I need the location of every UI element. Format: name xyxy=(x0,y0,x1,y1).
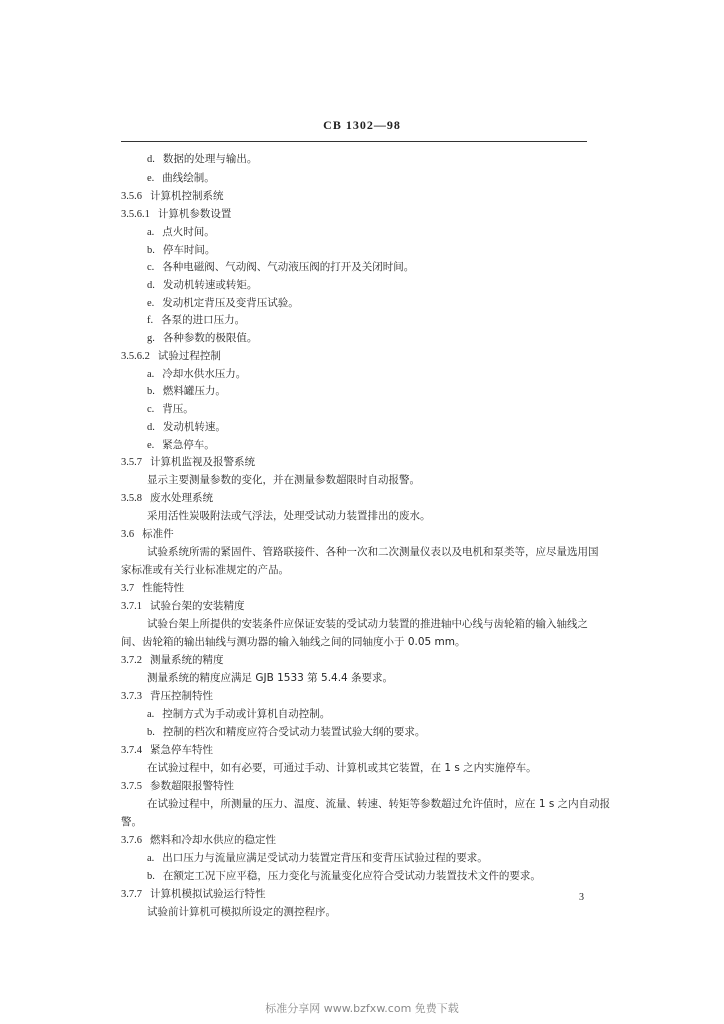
item-number: 3.5.7 xyxy=(121,457,142,468)
list-item xyxy=(147,438,215,453)
list-item xyxy=(147,367,246,382)
item-number: 3.7.3 xyxy=(121,691,142,702)
item-number: 3.7.6 xyxy=(121,835,142,846)
item-number: b. xyxy=(147,871,155,882)
line-text: 各种参数的极限值。 xyxy=(162,332,258,344)
page-number: 3 xyxy=(579,892,584,903)
paragraph-line xyxy=(147,509,431,523)
section-heading xyxy=(121,349,221,364)
line-text: 在试验过程中，如有必要，可通过手动、计算机或其它装置，在 1 s 之内实施停车。 xyxy=(147,762,537,774)
line-text: 试验台架的安装精度 xyxy=(150,600,245,612)
list-item xyxy=(147,278,257,293)
item-number: 3.7.5 xyxy=(121,781,142,792)
list-item xyxy=(147,402,194,417)
line-text: 点火时间。 xyxy=(162,226,215,238)
item-number: d. xyxy=(147,154,155,165)
item-number: 3.5.6.2 xyxy=(121,351,150,362)
section-heading xyxy=(121,887,266,902)
item-number: b. xyxy=(147,727,155,738)
section-heading xyxy=(121,779,234,794)
line-text: 标准件 xyxy=(142,528,174,540)
item-number: d. xyxy=(147,422,155,433)
section-heading xyxy=(121,189,224,204)
line-text: 参数超限报警特性 xyxy=(150,780,234,792)
section-heading xyxy=(121,581,184,596)
line-text: 显示主要测量参数的变化，并在测量参数超限时自动报警。 xyxy=(147,474,420,486)
line-text: 计算机控制系统 xyxy=(150,190,224,202)
list-item xyxy=(147,152,257,167)
item-number: 3.7.4 xyxy=(121,745,142,756)
item-number: e. xyxy=(147,298,155,309)
line-text: 出口压力与流量应满足受试动力装置定背压和变背压试验过程的要求。 xyxy=(162,852,488,864)
line-text: 废水处理系统 xyxy=(150,492,213,504)
document-code-header: CB 1302—98 xyxy=(323,118,401,132)
item-number: 3.5.6.1 xyxy=(121,209,150,220)
line-text: 发动机转速或转矩。 xyxy=(162,279,258,291)
paragraph-line xyxy=(147,671,393,685)
line-text: 计算机监视及报警系统 xyxy=(150,456,255,468)
item-number: c. xyxy=(147,262,155,273)
section-heading xyxy=(121,833,276,848)
paragraph-line xyxy=(147,473,420,487)
item-number: a. xyxy=(147,853,155,864)
line-text: 采用活性炭吸附法或气浮法，处理受试动力装置排出的废水。 xyxy=(147,510,431,522)
paragraph-line xyxy=(147,761,537,775)
item-number: 3.7.7 xyxy=(121,889,142,900)
line-text: 停车时间。 xyxy=(162,244,216,256)
line-text: 紧急停车。 xyxy=(162,439,215,451)
list-item xyxy=(147,331,257,346)
item-number: b. xyxy=(147,245,155,256)
line-text: 燃料罐压力。 xyxy=(162,385,226,397)
line-text: 控制的档次和精度应符合受试动力装置试验大纲的要求。 xyxy=(162,726,426,738)
paragraph-line xyxy=(121,635,466,649)
section-heading xyxy=(121,743,213,758)
line-text: 试验过程控制 xyxy=(157,350,221,362)
section-heading xyxy=(121,207,231,222)
line-text: 测量系统的精度 xyxy=(150,654,224,666)
item-number: g. xyxy=(147,333,155,344)
line-text: 背压。 xyxy=(162,403,194,415)
item-number: 3.7.1 xyxy=(121,601,142,612)
item-number: d. xyxy=(147,280,155,291)
line-text: 测量系统的精度应满足 GJB 1533 第 5.4.4 条要求。 xyxy=(147,672,394,684)
line-text: 试验台架上所提供的安装条件应保证安装的受试动力装置的推进轴中心线与齿轮箱的输入轴线之 xyxy=(147,618,588,630)
line-text: 各种电磁阀、气动阀、气动液压阀的打开及关闭时间。 xyxy=(162,261,415,273)
line-text: 在额定工况下应平稳，压力变化与流量变化应符合受试动力装置技术文件的要求。 xyxy=(162,870,541,882)
line-text: 试验前计算机可模拟所设定的测控程序。 xyxy=(147,906,336,918)
list-item xyxy=(147,420,226,435)
item-number: 3.6 xyxy=(121,529,135,540)
section-heading xyxy=(121,599,245,614)
line-text: 数据的处理与输出。 xyxy=(162,153,258,165)
line-text: 各泵的进口压力。 xyxy=(161,314,246,326)
paragraph-line xyxy=(121,563,289,577)
item-number: a. xyxy=(147,227,155,238)
paragraph-line xyxy=(147,545,599,559)
section-heading xyxy=(121,653,224,668)
line-text: 性能特性 xyxy=(142,582,185,594)
list-item xyxy=(147,384,226,399)
list-item xyxy=(147,225,215,240)
list-item xyxy=(147,296,299,311)
section-heading xyxy=(121,527,174,542)
header-rule xyxy=(121,141,587,142)
watermark-footer: 标准分享网 www.bzfxw.com 免费下载 xyxy=(265,1002,459,1015)
line-text: 间、齿轮箱的输出轴线与测功器的输入轴线之间的同轴度小于 0.05 mm。 xyxy=(121,636,466,648)
item-number: 3.7 xyxy=(121,583,135,594)
paragraph-line xyxy=(121,815,142,829)
section-heading xyxy=(121,491,213,506)
line-text: 紧急停车特性 xyxy=(150,744,213,756)
line-text: 燃料和冷却水供应的稳定性 xyxy=(150,834,276,846)
paragraph-line xyxy=(147,797,610,811)
item-number: a. xyxy=(147,709,155,720)
line-text: 曲线绘制。 xyxy=(162,172,215,184)
item-number: e. xyxy=(147,440,155,451)
item-number: e. xyxy=(147,173,155,184)
list-item xyxy=(147,313,245,328)
list-item xyxy=(147,851,488,866)
item-number: b. xyxy=(147,386,155,397)
line-text: 冷却水供水压力。 xyxy=(162,368,247,380)
line-text: 家标准或有关行业标准规定的产品。 xyxy=(121,564,289,576)
line-text: 在试验过程中，所测量的压力、温度、流量、转速、转矩等参数超过允许值时，应在 1 s 之内自动报 xyxy=(147,798,611,810)
line-text: 发动机定背压及变背压试验。 xyxy=(162,297,299,309)
line-text: 警。 xyxy=(121,816,142,828)
line-text: 计算机参数设置 xyxy=(157,208,232,220)
line-text: 背压控制特性 xyxy=(150,690,213,702)
section-heading xyxy=(121,689,213,704)
item-number: f. xyxy=(147,315,154,326)
line-text: 试验系统所需的紧固件、管路联接件、各种一次和二次测量仪表以及电机和泵类等，应尽量选用国 xyxy=(147,546,599,558)
paragraph-line xyxy=(147,905,336,919)
list-item xyxy=(147,707,330,722)
list-item xyxy=(147,725,425,740)
item-number: 3.7.2 xyxy=(121,655,142,666)
list-item xyxy=(147,171,215,186)
list-item xyxy=(147,260,414,275)
line-text: 发动机转速。 xyxy=(162,421,226,433)
item-number: a. xyxy=(147,369,155,380)
list-item xyxy=(147,869,541,884)
line-text: 控制方式为手动或计算机自动控制。 xyxy=(162,708,331,720)
item-number: 3.5.6 xyxy=(121,191,142,202)
section-heading xyxy=(121,455,255,470)
item-number: c. xyxy=(147,404,155,415)
paragraph-line xyxy=(147,617,588,631)
item-number: 3.5.8 xyxy=(121,493,142,504)
list-item xyxy=(147,243,215,258)
line-text: 计算机模拟试验运行特性 xyxy=(150,888,266,900)
